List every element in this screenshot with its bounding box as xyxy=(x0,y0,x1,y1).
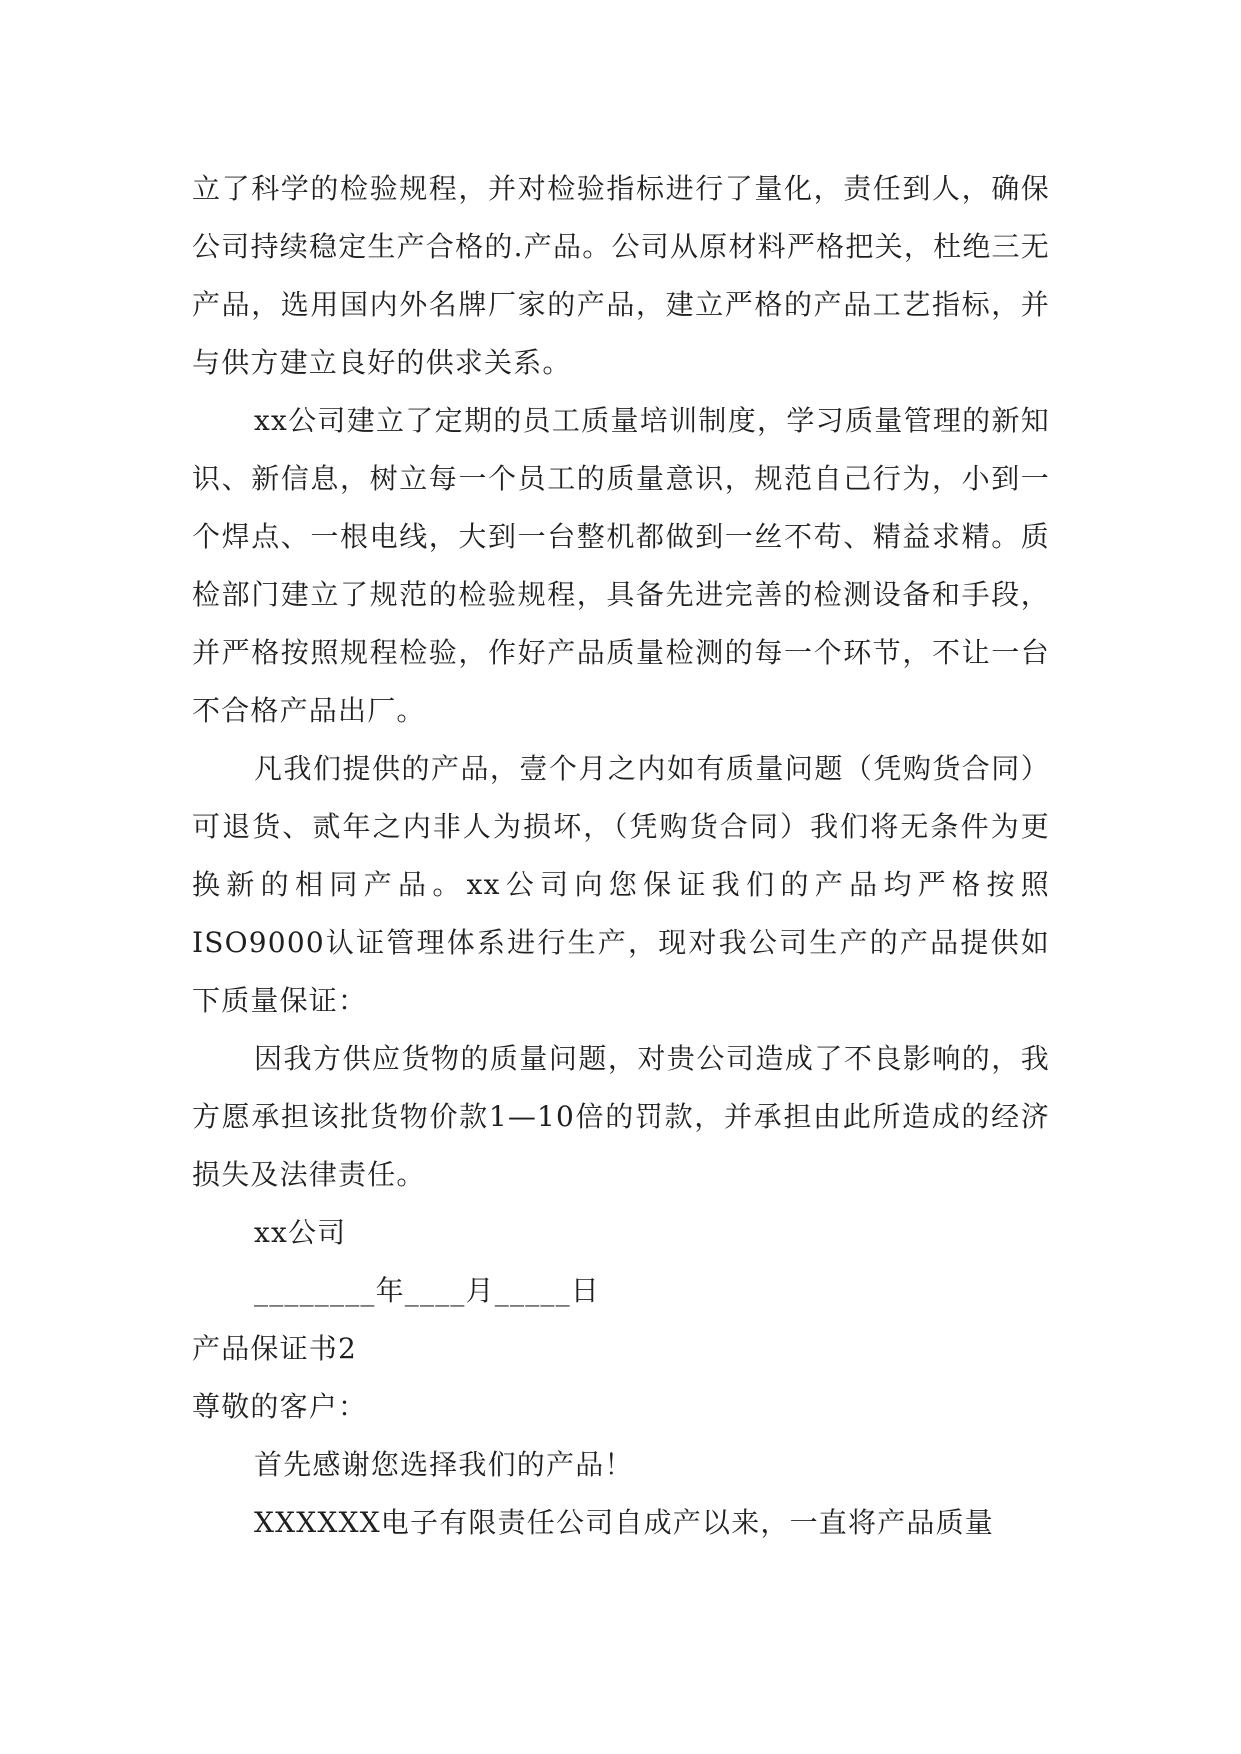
signature-date: ________年____月_____日 xyxy=(254,1274,601,1307)
signature-company: xx公司 xyxy=(254,1216,347,1249)
paragraph-penalty: 因我方供应货物的质量问题，对贵公司造成了不良影响的，我方愿承担该批货物价款1—10倍的罚款，并承担由此所造成的经济损失及法律责任。 xyxy=(192,1042,1050,1191)
salutation: 尊敬的客户： xyxy=(192,1390,368,1423)
section-title: 产品保证书2 xyxy=(192,1332,358,1365)
paragraph-warranty: 凡我们提供的产品，壹个月之内如有质量问题（凭购货合同）可退货、贰年之内非人为损坏，（凭购货合同）我们将无条件为更换新的相同产品。xx公司向您保证我们的产品均严格按照ISO9000认证管理体系进行生产，现对我公司生产的产品提供如下质量保证： xyxy=(192,752,1050,1017)
paragraph-company-intro: XXXXXX电子有限责任公司自成产以来，一直将产品质量 xyxy=(254,1506,995,1539)
thanks-line: 首先感谢您选择我们的产品！ xyxy=(254,1448,634,1481)
document-body xyxy=(192,160,1050,1552)
paragraph-continued: 立了科学的检验规程，并对检验指标进行了量化，责任到人，确保公司持续稳定生产合格的.产品。公司从原材料严格把关，杜绝三无产品，选用国内外名牌厂家的产品，建立严格的产品工艺指标，并与供方建立良好的供求关系。 xyxy=(192,172,1050,379)
paragraph-training: xx公司建立了定期的员工质量培训制度，学习质量管理的新知识、新信息，树立每一个员工的质量意识，规范自己行为，小到一个焊点、一根电线，大到一台整机都做到一丝不苟、精益求精。质检部门建立了规范的检验规程，具备先进完善的检测设备和手段，并严格按照规程检验，作好产品质量检测的每一个环节，不让一台不合格产品出厂。 xyxy=(192,404,1050,727)
